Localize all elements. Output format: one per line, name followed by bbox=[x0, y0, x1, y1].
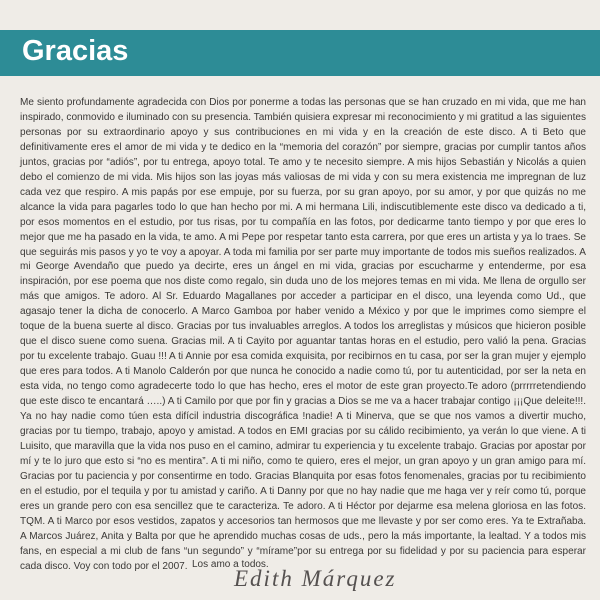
signature: Edith Márquez bbox=[234, 566, 397, 591]
closing-line: Los amo a todos. bbox=[192, 559, 269, 570]
header-bar bbox=[0, 30, 600, 76]
page-title: Gracias bbox=[22, 35, 129, 67]
letter-body: Me siento profundamente agradecida con Dios por ponerme a todas las personas que se han cruzado en mi vida, que me han inspirado, conmovido e iluminado con su presencia. También quisiera expresar mi reconocimiento y mi gratitud a las siguientes personas por su extraordinario apoyo y sus contribuciones en mi vida y en la creación de este disco. A ti Beto que definitivamente eres el amor de mi vida y te dedico en la “memoria del corazón” por siempre, gracias por cumplir tantos años juntos, gracias por “adiós”, por tu entrega, apoyo total. Te amo y te necesito siempre. A mis hijos Sebastián y Nicolás a quien debo el comienzo de mi vida. Mis hijos son las joyas más valiosas de mi vida y con su mera existencia me impregnan de luz cada vez que respiro. A mis papás por ese empuje, por su fuerza, por su gran apoyo, por su amor, y por que quizás no me alcance la vida para pagarles todo lo que han hecho por mi. A mi hermana Lili, indiscutiblemente este disco va dedicado a ti, por esos momentos en el estudio, por tus risas, por tu compañía en las fotos, por dedicarme tanto tiempo y por que eres lo mejor que me ha pasado en la vida, te amo. A mi Pepe por respetar tanto esta carrera, por que eres un artista y ya lo traes. Se que seguirás mis pasos y yo te voy a apoyar. A toda mi familia por ser parte muy importante de todos mis sueños realizados. A mi George Avendaño que puedo ya decirte, eres un ángel en mi vida, gracias por escucharme y entenderme, por esa inspiración, por ese poema que nos diste como regalo, sin duda uno de los mejores temas en mi vida. Me llena de orgullo ser más que amigos. Te adoro. Al Sr. Eduardo Magallanes por acceder a participar en el disco, una leyenda como Ud., que agasajo tener la dicha de conocerlo. A Marco Gamboa por haber venido a México y por que le imprimes como siempre el toque de la buena suerte al disco. Gracias por tus invaluables arreglos. A todos los arreglistas y músicos que hicieron posible que el disco suene como suena. Gracias mil. A ti Cayito por aguantar tantas horas en el estudio, pero valió la pena. Gracias por tu excelente trabajo. Guau !!! A ti Annie por esa comida exquisita, por recibirnos en tu casa, por ser la gran mujer y ejemplo que eres para todos. A ti Manolo Calderón por que nunca he conocido a nadie como tú, por tu autenticidad, por ser la neta en esta vida, no tengo como agradecerte todo lo que has hecho, eres el motor de este gran proyecto.Te adoro (prrrrretendiendo que este disco te encantará …..) A ti Camilo por que por fin y gracias a Dios se me va a hacer trabajar contigo ¡¡¡Que deleite!!!. Ya no hay nadie como túen esta difícil industria discográfica !nadie! A ti Minerva, que se que nos vamos a divertir mucho, gracias por tu tiempo, trabajo, apoyo y amistad. A todos en EMI gracias por su cálido recibimiento, ya verán lo que viene. A ti Luisito, que maravilla que la vida nos puso en el camino, admirar tu experiencia y tu excelente trabajo. Gracias por apostar por mí y te lo juro que esto si “no es mentira”. A ti mi niño, como te quiero, eres el mejor, un gran apoyo y un gran amigo para mí. Gracias por tu paciencia y por consentirme en todo. Gracias Blanquita por esas fotos fenomenales, gracias por tu recibimiento en el estudio, por el tequila y por tu amistad y cariño. A ti Danny por que no hay nadie que me haga ver y reír como tú, porque eres un grande pero con esa sencillez que te caracteriza. Te adoro. A ti Héctor por dejarme esa melena gloriosa en las fotos. TQM. A ti Marco por esos vestidos, zapatos y accesorios tan hermosos que me llevaste y por ser como eres. Ya te Extrañaba. A Marcos Juárez, Anita y Balta por que he aprendido muchas cosas de uds., pero la más importante, la lealtad. Y a todos mis fans, en especial a mi club de fans “un segundo” y “mírame”por su entrega por su fidelidad y por su paciencia para esperar cada disco. Voy con todo por el 2007. bbox=[20, 97, 586, 572]
